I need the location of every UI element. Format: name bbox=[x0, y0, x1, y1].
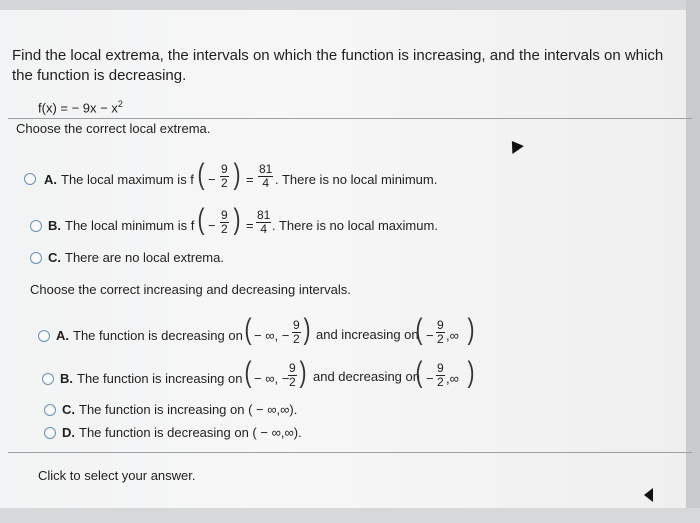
radio-a[interactable] bbox=[38, 330, 50, 342]
fraction-value: $\frac{81}{4}$ bbox=[257, 208, 271, 236]
fraction: $\frac{9}{2}$ bbox=[289, 361, 296, 389]
fraction: $\frac{9}{2}$ bbox=[437, 361, 444, 389]
open-paren: ( bbox=[197, 203, 205, 236]
divider bbox=[8, 118, 692, 119]
close-paren: ) bbox=[233, 203, 241, 236]
bottom-bar bbox=[0, 508, 700, 523]
top-bar bbox=[0, 0, 700, 10]
prompt-extrema: Choose the correct local extrema. bbox=[16, 121, 211, 136]
radio-b[interactable] bbox=[42, 373, 54, 385]
fraction: $\frac{9}{2}$ bbox=[221, 208, 228, 236]
function-expression: f(x) = − $9x - x^2$ bbox=[38, 99, 123, 116]
right-edge bbox=[686, 0, 700, 523]
radio-a[interactable] bbox=[24, 173, 36, 185]
fraction: $\frac{9}{2}$ bbox=[293, 318, 300, 346]
fraction: $\frac{9}{2}$ bbox=[221, 162, 228, 190]
fraction-value: $\frac{81}{4}$ bbox=[259, 162, 273, 190]
play-left-icon[interactable] bbox=[644, 488, 653, 502]
question-text: Find the local extrema, the intervals on which the function is increasing, and the intervals on which the function is decreasing. bbox=[12, 47, 664, 84]
radio-d[interactable] bbox=[44, 427, 56, 439]
close-paren: ) bbox=[233, 158, 241, 191]
divider bbox=[8, 452, 692, 453]
radio-c[interactable] bbox=[30, 252, 42, 264]
radio-b[interactable] bbox=[30, 220, 42, 232]
radio-c[interactable] bbox=[44, 404, 56, 416]
prompt-intervals: Choose the correct increasing and decreasing intervals. bbox=[30, 282, 351, 297]
open-paren: ( bbox=[197, 158, 205, 191]
fraction: $\frac{9}{2}$ bbox=[437, 318, 444, 346]
click-instruction: Click to select your answer. bbox=[38, 468, 196, 483]
